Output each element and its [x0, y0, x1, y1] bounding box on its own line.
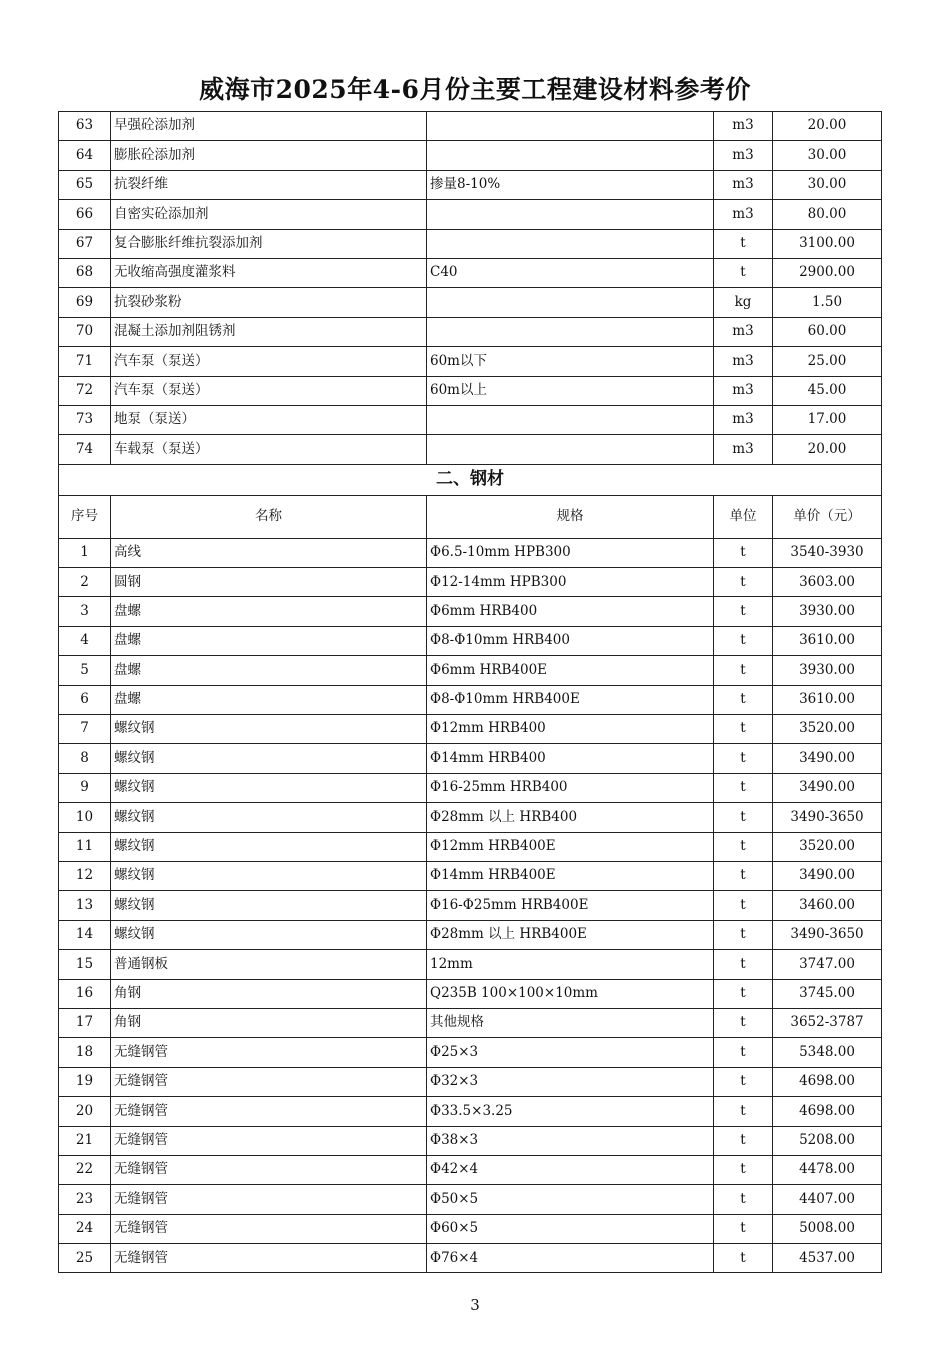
row-no: 12 [59, 861, 111, 890]
row-spec [427, 229, 714, 258]
row-unit: t [714, 1038, 773, 1067]
table-row [59, 979, 882, 1008]
row-spec: Q235B 100×100×10mm [427, 979, 714, 1008]
row-unit: m3 [714, 317, 773, 346]
row-no: 19 [59, 1067, 111, 1096]
row-no: 21 [59, 1126, 111, 1155]
row-no: 71 [59, 347, 111, 376]
table-row [59, 258, 882, 287]
row-spec: Φ12mm HRB400E [427, 832, 714, 861]
row-name: 自密实砼添加剂 [111, 200, 427, 229]
row-price: 5348.00 [773, 1038, 882, 1067]
row-no: 14 [59, 920, 111, 949]
table-row [59, 1008, 882, 1037]
row-name: 盘螺 [111, 685, 427, 714]
row-unit: t [714, 1008, 773, 1037]
row-unit: m3 [714, 170, 773, 199]
row-no: 17 [59, 1008, 111, 1037]
table-row [59, 656, 882, 685]
row-unit: t [714, 626, 773, 655]
row-name: 无缝钢管 [111, 1126, 427, 1155]
row-no: 1 [59, 538, 111, 567]
row-no: 9 [59, 773, 111, 802]
table-row [59, 170, 882, 199]
row-no: 68 [59, 258, 111, 287]
row-unit: m3 [714, 112, 773, 141]
row-name: 无缝钢管 [111, 1214, 427, 1243]
row-price: 30.00 [773, 141, 882, 170]
row-price: 3490-3650 [773, 803, 882, 832]
row-name: 螺纹钢 [111, 861, 427, 890]
table-row [59, 538, 882, 567]
row-name: 角钢 [111, 979, 427, 1008]
row-price: 3100.00 [773, 229, 882, 258]
row-spec: Φ16-25mm HRB400 [427, 773, 714, 802]
row-unit: t [714, 832, 773, 861]
row-unit: t [714, 1097, 773, 1126]
row-name: 盘螺 [111, 656, 427, 685]
row-name: 无缝钢管 [111, 1155, 427, 1184]
row-price: 4537.00 [773, 1244, 882, 1273]
row-no: 3 [59, 597, 111, 626]
row-spec: Φ12-14mm HPB300 [427, 568, 714, 597]
row-price: 4407.00 [773, 1185, 882, 1214]
table-row [59, 685, 882, 714]
row-name: 无缝钢管 [111, 1067, 427, 1096]
table-row [59, 773, 882, 802]
row-price: 3610.00 [773, 626, 882, 655]
row-price: 3490-3650 [773, 920, 882, 949]
row-price: 3490.00 [773, 744, 882, 773]
row-price: 3652-3787 [773, 1008, 882, 1037]
row-price: 25.00 [773, 347, 882, 376]
row-spec: Φ14mm HRB400 [427, 744, 714, 773]
row-unit: t [714, 744, 773, 773]
header-unit: 单位 [714, 495, 773, 538]
row-spec [427, 112, 714, 141]
row-price: 3540-3930 [773, 538, 882, 567]
price-table [58, 111, 882, 1273]
row-spec: C40 [427, 258, 714, 287]
row-spec [427, 405, 714, 434]
row-name: 早强砼添加剂 [111, 112, 427, 141]
row-unit: t [714, 656, 773, 685]
row-name: 螺纹钢 [111, 803, 427, 832]
row-name: 螺纹钢 [111, 920, 427, 949]
steel-section [59, 538, 882, 1273]
steel-section-header [59, 464, 882, 538]
row-price: 4698.00 [773, 1097, 882, 1126]
row-name: 角钢 [111, 1008, 427, 1037]
row-spec: 60m以下 [427, 347, 714, 376]
row-name: 汽车泵（泵送） [111, 376, 427, 405]
row-spec: Φ8-Φ10mm HRB400E [427, 685, 714, 714]
row-no: 2 [59, 568, 111, 597]
row-spec: 其他规格 [427, 1008, 714, 1037]
row-spec: 12mm [427, 950, 714, 979]
row-unit: t [714, 1155, 773, 1184]
row-name: 螺纹钢 [111, 715, 427, 744]
row-spec: Φ12mm HRB400 [427, 715, 714, 744]
row-spec [427, 317, 714, 346]
row-unit: m3 [714, 435, 773, 464]
row-unit: t [714, 538, 773, 567]
additives-section [59, 112, 882, 465]
row-unit: t [714, 773, 773, 802]
row-price: 3460.00 [773, 891, 882, 920]
row-spec: Φ32×3 [427, 1067, 714, 1096]
row-no: 8 [59, 744, 111, 773]
row-price: 3610.00 [773, 685, 882, 714]
row-no: 64 [59, 141, 111, 170]
row-spec: Φ16-Φ25mm HRB400E [427, 891, 714, 920]
header-no: 序号 [59, 495, 111, 538]
table-row [59, 1126, 882, 1155]
row-name: 膨胀砼添加剂 [111, 141, 427, 170]
row-spec [427, 141, 714, 170]
table-row [59, 626, 882, 655]
page-number: 3 [470, 1296, 480, 1314]
row-price: 80.00 [773, 200, 882, 229]
row-spec: Φ6.5-10mm HPB300 [427, 538, 714, 567]
column-header-row [59, 495, 882, 538]
row-price: 17.00 [773, 405, 882, 434]
table-row [59, 112, 882, 141]
table-row [59, 376, 882, 405]
row-unit: t [714, 229, 773, 258]
row-price: 2900.00 [773, 258, 882, 287]
row-price: 3490.00 [773, 773, 882, 802]
row-price: 3520.00 [773, 832, 882, 861]
row-unit: m3 [714, 405, 773, 434]
row-spec [427, 288, 714, 317]
table-row [59, 1185, 882, 1214]
row-price: 20.00 [773, 435, 882, 464]
row-unit: t [714, 803, 773, 832]
row-unit: t [714, 861, 773, 890]
row-no: 13 [59, 891, 111, 920]
row-price: 30.00 [773, 170, 882, 199]
table-row [59, 1244, 882, 1273]
row-price: 60.00 [773, 317, 882, 346]
row-unit: t [714, 597, 773, 626]
row-name: 地泵（泵送） [111, 405, 427, 434]
row-price: 3930.00 [773, 597, 882, 626]
row-unit: m3 [714, 347, 773, 376]
row-name: 螺纹钢 [111, 832, 427, 861]
row-spec: 60m以上 [427, 376, 714, 405]
row-no: 74 [59, 435, 111, 464]
row-no: 66 [59, 200, 111, 229]
table-row [59, 568, 882, 597]
row-unit: m3 [714, 141, 773, 170]
row-price: 3490.00 [773, 861, 882, 890]
table-row [59, 1038, 882, 1067]
row-name: 无缝钢管 [111, 1185, 427, 1214]
row-spec [427, 200, 714, 229]
table-row [59, 347, 882, 376]
row-unit: t [714, 1214, 773, 1243]
row-unit: t [714, 685, 773, 714]
row-no: 15 [59, 950, 111, 979]
table-row [59, 435, 882, 464]
table-row [59, 803, 882, 832]
row-name: 车载泵（泵送） [111, 435, 427, 464]
row-no: 25 [59, 1244, 111, 1273]
row-price: 3747.00 [773, 950, 882, 979]
row-no: 7 [59, 715, 111, 744]
row-name: 无缝钢管 [111, 1244, 427, 1273]
row-spec: Φ60×5 [427, 1214, 714, 1243]
row-name: 螺纹钢 [111, 744, 427, 773]
row-price: 3930.00 [773, 656, 882, 685]
row-no: 23 [59, 1185, 111, 1214]
row-no: 70 [59, 317, 111, 346]
row-name: 无收缩高强度灌浆料 [111, 258, 427, 287]
row-unit: t [714, 920, 773, 949]
row-spec: 掺量8-10% [427, 170, 714, 199]
table-row [59, 141, 882, 170]
row-unit: m3 [714, 200, 773, 229]
row-no: 72 [59, 376, 111, 405]
row-no: 73 [59, 405, 111, 434]
row-spec: Φ76×4 [427, 1244, 714, 1273]
row-name: 螺纹钢 [111, 891, 427, 920]
row-no: 4 [59, 626, 111, 655]
table-row [59, 288, 882, 317]
row-price: 45.00 [773, 376, 882, 405]
row-spec: Φ42×4 [427, 1155, 714, 1184]
row-no: 10 [59, 803, 111, 832]
row-name: 盘螺 [111, 597, 427, 626]
row-price: 3745.00 [773, 979, 882, 1008]
row-name: 普通钢板 [111, 950, 427, 979]
row-unit: t [714, 1244, 773, 1273]
row-unit: t [714, 258, 773, 287]
row-unit: t [714, 891, 773, 920]
row-unit: t [714, 1126, 773, 1155]
header-price: 单价（元） [773, 495, 882, 538]
table-row [59, 920, 882, 949]
row-name: 复合膨胀纤维抗裂添加剂 [111, 229, 427, 258]
row-no: 69 [59, 288, 111, 317]
row-no: 65 [59, 170, 111, 199]
row-spec: Φ8-Φ10mm HRB400 [427, 626, 714, 655]
row-unit: t [714, 950, 773, 979]
row-spec: Φ50×5 [427, 1185, 714, 1214]
row-unit: t [714, 568, 773, 597]
table-row [59, 200, 882, 229]
row-no: 11 [59, 832, 111, 861]
row-spec: Φ6mm HRB400E [427, 656, 714, 685]
row-spec: Φ33.5×3.25 [427, 1097, 714, 1126]
row-price: 3520.00 [773, 715, 882, 744]
table-row [59, 744, 882, 773]
table-row [59, 405, 882, 434]
table-row [59, 317, 882, 346]
row-spec [427, 435, 714, 464]
row-name: 盘螺 [111, 626, 427, 655]
row-unit: t [714, 1067, 773, 1096]
row-name: 螺纹钢 [111, 773, 427, 802]
row-no: 20 [59, 1097, 111, 1126]
row-spec: Φ25×3 [427, 1038, 714, 1067]
table-row [59, 597, 882, 626]
row-no: 5 [59, 656, 111, 685]
table-row [59, 1067, 882, 1096]
row-spec: Φ28mm 以上 HRB400 [427, 803, 714, 832]
row-name: 圆钢 [111, 568, 427, 597]
row-unit: t [714, 715, 773, 744]
row-no: 67 [59, 229, 111, 258]
row-name: 无缝钢管 [111, 1097, 427, 1126]
table-row [59, 1214, 882, 1243]
row-spec: Φ14mm HRB400E [427, 861, 714, 890]
row-unit: t [714, 1185, 773, 1214]
row-spec: Φ38×3 [427, 1126, 714, 1155]
table-row [59, 861, 882, 890]
table-row [59, 891, 882, 920]
table-row [59, 832, 882, 861]
row-spec: Φ28mm 以上 HRB400E [427, 920, 714, 949]
section-title-row [59, 464, 882, 495]
row-no: 63 [59, 112, 111, 141]
row-name: 抗裂砂浆粉 [111, 288, 427, 317]
table-row [59, 229, 882, 258]
page-title: 威海市2025年4-6月份主要工程建设材料参考价 [199, 75, 751, 104]
table-row [59, 1155, 882, 1184]
row-name: 高线 [111, 538, 427, 567]
row-price: 1.50 [773, 288, 882, 317]
row-name: 抗裂纤维 [111, 170, 427, 199]
row-no: 18 [59, 1038, 111, 1067]
row-price: 4478.00 [773, 1155, 882, 1184]
table-row [59, 950, 882, 979]
header-name: 名称 [111, 495, 427, 538]
row-price: 20.00 [773, 112, 882, 141]
row-no: 16 [59, 979, 111, 1008]
header-spec: 规格 [427, 495, 714, 538]
table-row [59, 715, 882, 744]
row-no: 6 [59, 685, 111, 714]
row-no: 24 [59, 1214, 111, 1243]
row-no: 22 [59, 1155, 111, 1184]
row-unit: m3 [714, 376, 773, 405]
row-name: 无缝钢管 [111, 1038, 427, 1067]
row-unit: t [714, 979, 773, 1008]
row-price: 3603.00 [773, 568, 882, 597]
section-title: 二、钢材 [59, 464, 882, 495]
row-price: 5008.00 [773, 1214, 882, 1243]
row-price: 4698.00 [773, 1067, 882, 1096]
row-unit: kg [714, 288, 773, 317]
row-spec: Φ6mm HRB400 [427, 597, 714, 626]
table-row [59, 1097, 882, 1126]
row-name: 汽车泵（泵送） [111, 347, 427, 376]
row-name: 混凝土添加剂阻锈剂 [111, 317, 427, 346]
row-price: 5208.00 [773, 1126, 882, 1155]
